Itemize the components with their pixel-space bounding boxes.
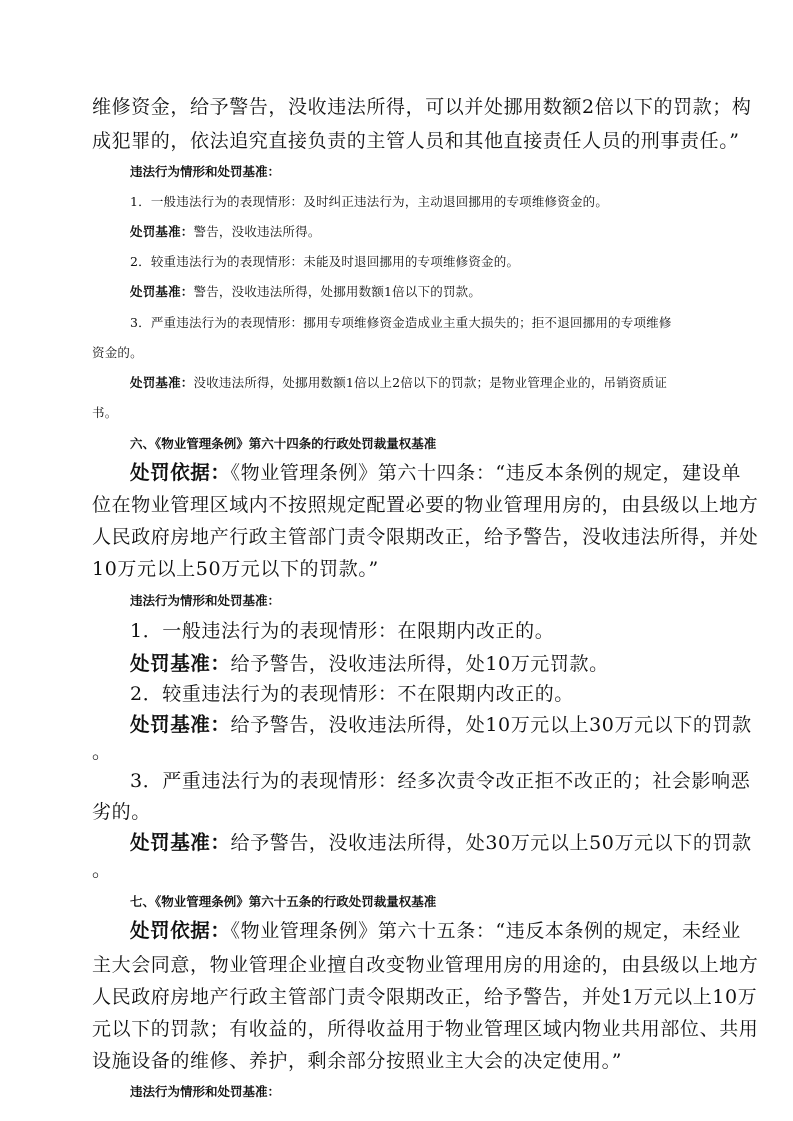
penalty-label: 处罚基准： bbox=[130, 224, 194, 239]
paragraph-line: 2．较重违法行为的表现情形：未能及时退回挪用的专项维修资金的。 bbox=[130, 254, 520, 269]
basis-text: 《物业管理条例》第六十五条：“违反本条例的规定，未经业 bbox=[230, 920, 741, 942]
paragraph-line: 维修资金，给予警告，没收违法所得，可以并处挪用数额2倍以下的罚款；构 bbox=[92, 96, 752, 118]
penalty-standard-line bbox=[130, 222, 321, 240]
penalty-label: 处罚基准： bbox=[130, 713, 231, 736]
penalty-text: 警告，没收违法所得，处挪用数额1倍以下的罚款。 bbox=[193, 284, 482, 299]
basis-label: 处罚依据： bbox=[130, 919, 231, 942]
paragraph-line: 3．严重违法行为的表现情形：经多次责令改正拒不改正的；社会影响恶 bbox=[130, 770, 751, 792]
penalty-text: 给予警告，没收违法所得，处10万元罚款。 bbox=[230, 653, 609, 675]
penalty-label: 处罚基准： bbox=[130, 831, 231, 854]
penalty-standard-line bbox=[130, 709, 752, 737]
penalty-standard-line bbox=[130, 282, 481, 300]
paragraph-line: 。 bbox=[92, 859, 112, 881]
paragraph-line: 元以下的罚款；有收益的，所得收益用于物业管理区域内物业共用部位、共用 bbox=[92, 1018, 759, 1040]
penalty-text: 没收违法所得，处挪用数额1倍以上2倍以下的罚款；是物业管理企业的，吊销资质证 bbox=[193, 375, 668, 390]
paragraph-line: 劣的。 bbox=[92, 801, 151, 823]
paragraph-line: 1．一般违法行为的表现情形：在限期内改正的。 bbox=[130, 620, 555, 642]
penalty-label: 处罚基准： bbox=[130, 375, 194, 390]
paragraph-line: 1．一般违法行为的表现情形：及时纠正违法行为，主动退回挪用的专项维修资金的。 bbox=[130, 194, 609, 209]
penalty-text: 给予警告，没收违法所得，处30万元以上50万元以下的罚款 bbox=[230, 832, 752, 854]
section-subheading: 违法行为情形和处罚基准： bbox=[130, 164, 281, 179]
paragraph-line: 。 bbox=[92, 741, 112, 763]
basis-label: 处罚依据： bbox=[130, 461, 231, 484]
paragraph-line: 资金的。 bbox=[92, 345, 143, 360]
penalty-text: 警告，没收违法所得。 bbox=[193, 224, 321, 239]
paragraph-line: 设施设备的维修、养护，剩余部分按照业主大会的决定使用。” bbox=[92, 1050, 623, 1072]
paragraph-line: 3．严重违法行为的表现情形：挪用专项维修资金造成业主重大损失的；拒不退回挪用的专项维修 bbox=[130, 315, 672, 330]
penalty-standard-line bbox=[130, 373, 667, 391]
penalty-standard-line bbox=[130, 648, 609, 676]
penalty-text: 给予警告，没收违法所得，处10万元以上30万元以下的罚款 bbox=[230, 714, 752, 736]
section-heading: 六、《物业管理条例》第六十四条的行政处罚裁量权基准 bbox=[130, 436, 437, 451]
paragraph-line: 主大会同意，物业管理企业擅自改变物业管理用房的用途的，由县级以上地方 bbox=[92, 954, 759, 976]
paragraph-line: 成犯罪的，依法追究直接负责的主管人员和其他直接责任人员的刑事责任。” bbox=[92, 130, 740, 152]
paragraph-line: 2．较重违法行为的表现情形：不在限期内改正的。 bbox=[130, 683, 574, 705]
paragraph-line: 书。 bbox=[92, 405, 118, 420]
basis-text: 《物业管理条例》第六十四条：“违反本条例的规定，建设单 bbox=[230, 462, 741, 484]
penalty-basis-line bbox=[130, 457, 741, 485]
paragraph-line: 人民政府房地产行政主管部门责令限期改正，给予警告，没收违法所得，并处 bbox=[92, 526, 759, 548]
paragraph-line: 10万元以上50万元以下的罚款。” bbox=[92, 558, 379, 580]
penalty-basis-line bbox=[130, 915, 741, 943]
section-subheading: 违法行为情形和处罚基准： bbox=[130, 1084, 281, 1099]
penalty-label: 处罚基准： bbox=[130, 652, 231, 675]
paragraph-line: 人民政府房地产行政主管部门责令限期改正，给予警告，并处1万元以上10万 bbox=[92, 986, 758, 1008]
section-subheading: 违法行为情形和处罚基准： bbox=[130, 593, 281, 608]
section-heading: 七、《物业管理条例》第六十五条的行政处罚裁量权基准 bbox=[130, 894, 437, 909]
penalty-label: 处罚基准： bbox=[130, 284, 194, 299]
penalty-standard-line bbox=[130, 827, 752, 855]
paragraph-line: 位在物业管理区域内不按照规定配置必要的物业管理用房的，由县级以上地方 bbox=[92, 494, 759, 516]
